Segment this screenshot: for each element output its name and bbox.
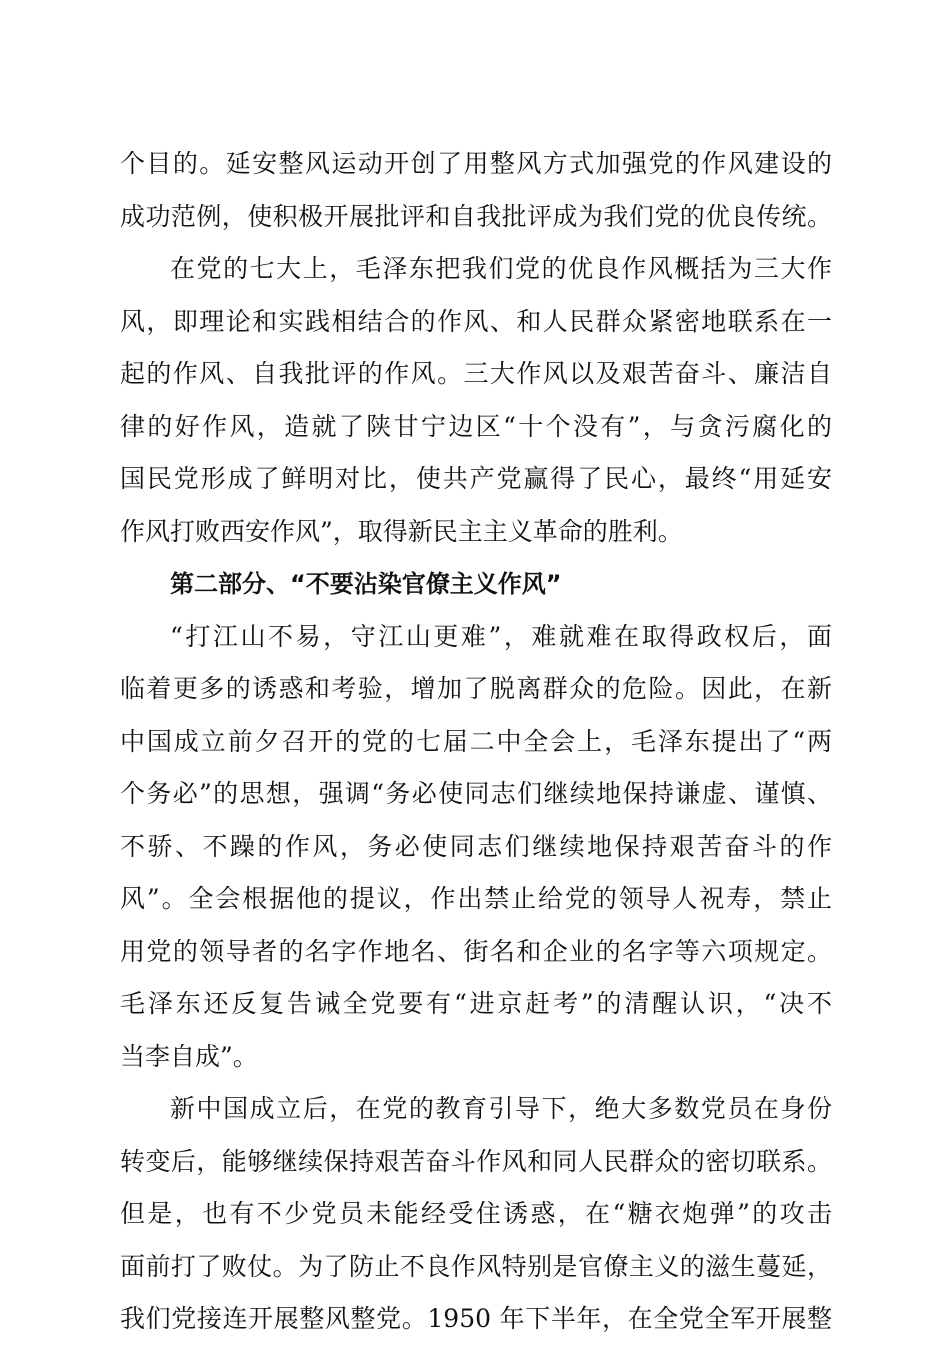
text-line: 个目的。延安整风运动开创了用整风方式加强党的作风建设的: [120, 149, 832, 178]
text-line: 在党的七大上，毛泽东把我们党的优良作风概括为三大作: [170, 254, 832, 283]
text-line: 当李自成”。: [120, 1041, 258, 1071]
text-line: 新中国成立后，在党的教育引导下，绝大多数党员在身份: [170, 1094, 832, 1123]
text-line: 成功范例，使积极开展批评和自我批评成为我们党的优良传统。: [120, 201, 832, 231]
paragraph-seventh-congress: [120, 243, 832, 558]
text-line: 作风打败西安作风”，取得新民主主义革命的胜利。: [120, 516, 683, 546]
paragraph-new-china: [120, 1083, 832, 1346]
text-line: 起的作风、自我批评的作风。三大作风以及艰苦奋斗、廉洁自: [120, 359, 832, 388]
text-line: 转变后，能够继续保持艰苦奋斗作风和同人民群众的密切联系。: [120, 1146, 832, 1176]
paragraph-two-musts: [120, 611, 832, 1084]
text-line: 风”。全会根据他的提议，作出禁止给党的领导人祝寿，禁止: [120, 884, 832, 913]
paragraph-continued: [120, 138, 832, 243]
text-line: 个务必”的思想，强调“务必使同志们继续地保持谦虚、谨慎、: [120, 779, 832, 808]
document-body: [120, 138, 832, 1346]
text-line: 面前打了败仗。为了防止不良作风特别是官僚主义的滋生蔓延，: [120, 1251, 832, 1281]
text-line: 风，即理论和实践相结合的作风、和人民群众紧密地联系在一: [120, 306, 832, 336]
text-line: 临着更多的诱惑和考验，增加了脱离群众的危险。因此，在新: [120, 674, 832, 703]
section-heading: 第二部分、“不要沾染官僚主义作风”: [170, 570, 562, 598]
text-line: 但是，也有不少党员未能经受住诱惑，在“糖衣炮弹”的攻击: [120, 1199, 832, 1228]
text-line: 不骄、不躁的作风，务必使同志们继续地保持艰苦奋斗的作: [120, 831, 832, 861]
text-line: 我们党接连开展整风整党。1950 年下半年，在全党全军开展整: [120, 1304, 832, 1333]
text-line: “打江山不易，守江山更难”，难就难在取得政权后，面: [170, 621, 832, 651]
text-line: 中国成立前夕召开的党的七届二中全会上，毛泽东提出了“两: [120, 726, 832, 756]
text-line: 国民党形成了鲜明对比，使共产党赢得了民心，最终“用延安: [120, 464, 832, 493]
text-line: 毛泽东还反复告诫全党要有“进京赶考”的清醒认识，“决不: [120, 989, 832, 1018]
text-line: 用党的领导者的名字作地名、街名和企业的名字等六项规定。: [120, 936, 832, 966]
text-line: 律的好作风，造就了陕甘宁边区“十个没有”，与贪污腐化的: [120, 411, 832, 441]
